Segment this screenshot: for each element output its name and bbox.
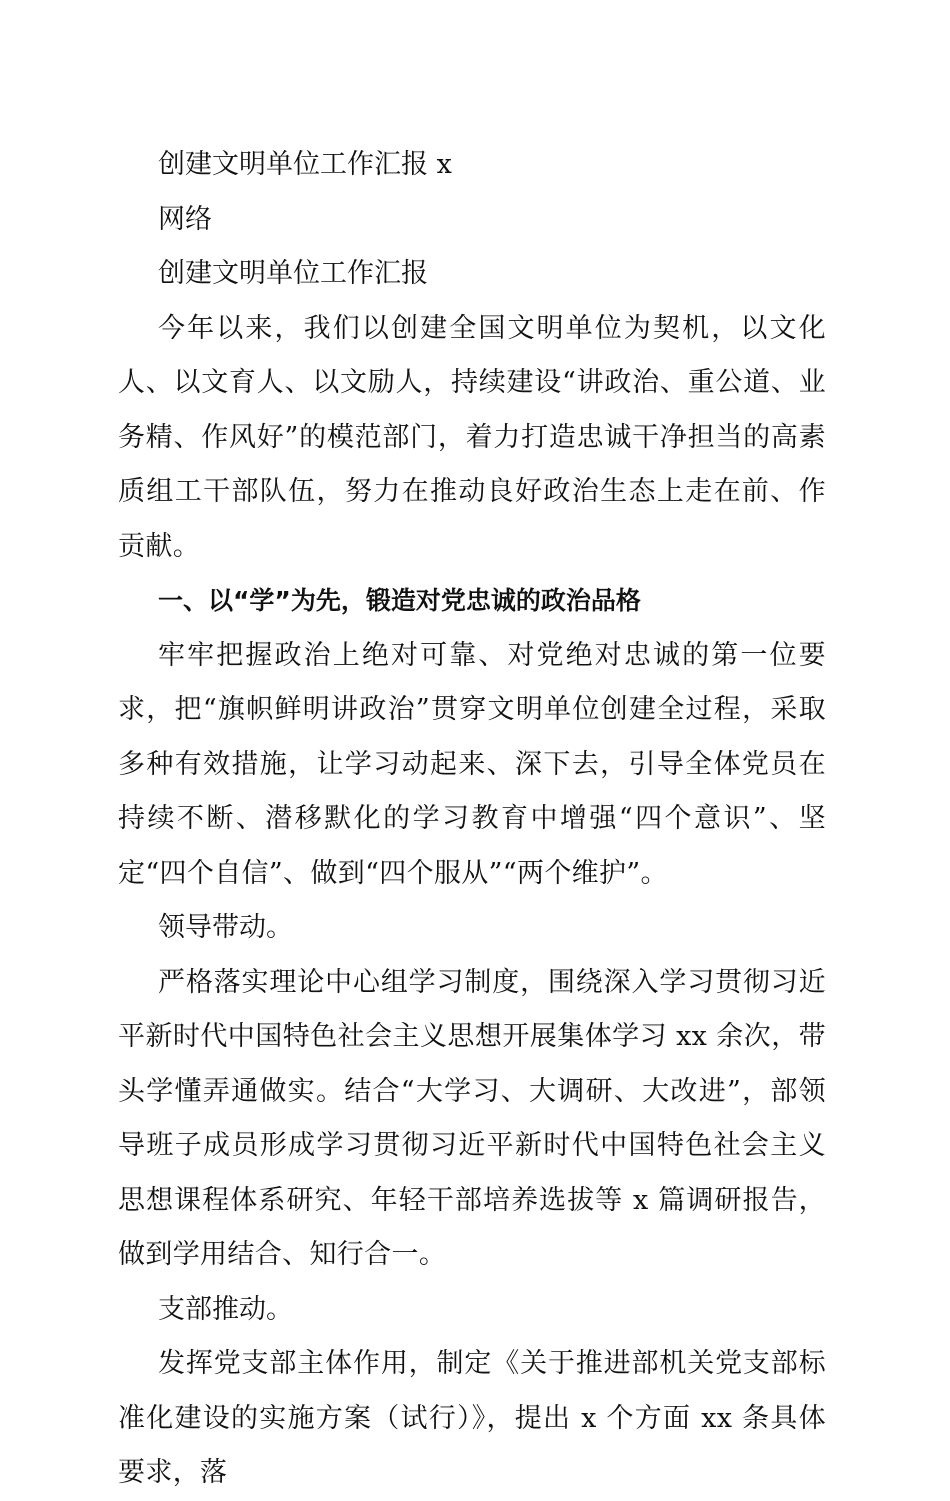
document-title: 创建文明单位工作汇报 <box>158 258 428 289</box>
subsection-leadership-paragraph: 严格落实理论中心组学习制度，围绕深入学习贯彻习近平新时代中国特色社会主义思想开展集体学习 xx 余次，带头学懂弄通做实。结合“大学习、大调研、大改进”，部领导班子成员形成学习贯彻习近平新时代中国特色社会主义思想课程体系研究、年轻干部培养选拔等 x 篇调研报告，做到学用结合、知行合一。 <box>118 966 826 1270</box>
intro-paragraph: 今年以来，我们以创建全国文明单位为契机，以文化人、以文育人、以文励人，持续建设“讲政治、重公道、业务精、作风好”的模范部门，着力打造忠诚干净担当的高素质组工干部队伍，努力在推动良好政治生态上走在前、作贡献。 <box>118 312 826 562</box>
section-1-paragraph: 牢牢把握政治上绝对可靠、对党绝对忠诚的第一位要求，把“旗帜鲜明讲政治”贯穿文明单位创建全过程，采取多种有效措施，让学习动起来、深下去，引导全体党员在持续不断、潜移默化的学习教育中增强“四个意识”、坚定“四个自信”、做到“四个服从”“两个维护”。 <box>118 639 826 889</box>
subsection-title-branch: 支部推动。 <box>158 1293 293 1325</box>
document-page <box>118 138 826 1501</box>
source-label: 网络 <box>158 203 212 235</box>
header-title: 创建文明单位工作汇报 x <box>158 149 452 180</box>
subsection-branch-paragraph: 发挥党支部主体作用，制定《关于推进部机关党支部标准化建设的实施方案（试行）》，提出 x 个方面 xx 条具体要求，落 <box>118 1348 826 1488</box>
section-heading-1: 一、以“学”为先，锻造对党忠诚的政治品格 <box>158 586 641 615</box>
subsection-title-leadership: 领导带动。 <box>158 912 293 943</box>
